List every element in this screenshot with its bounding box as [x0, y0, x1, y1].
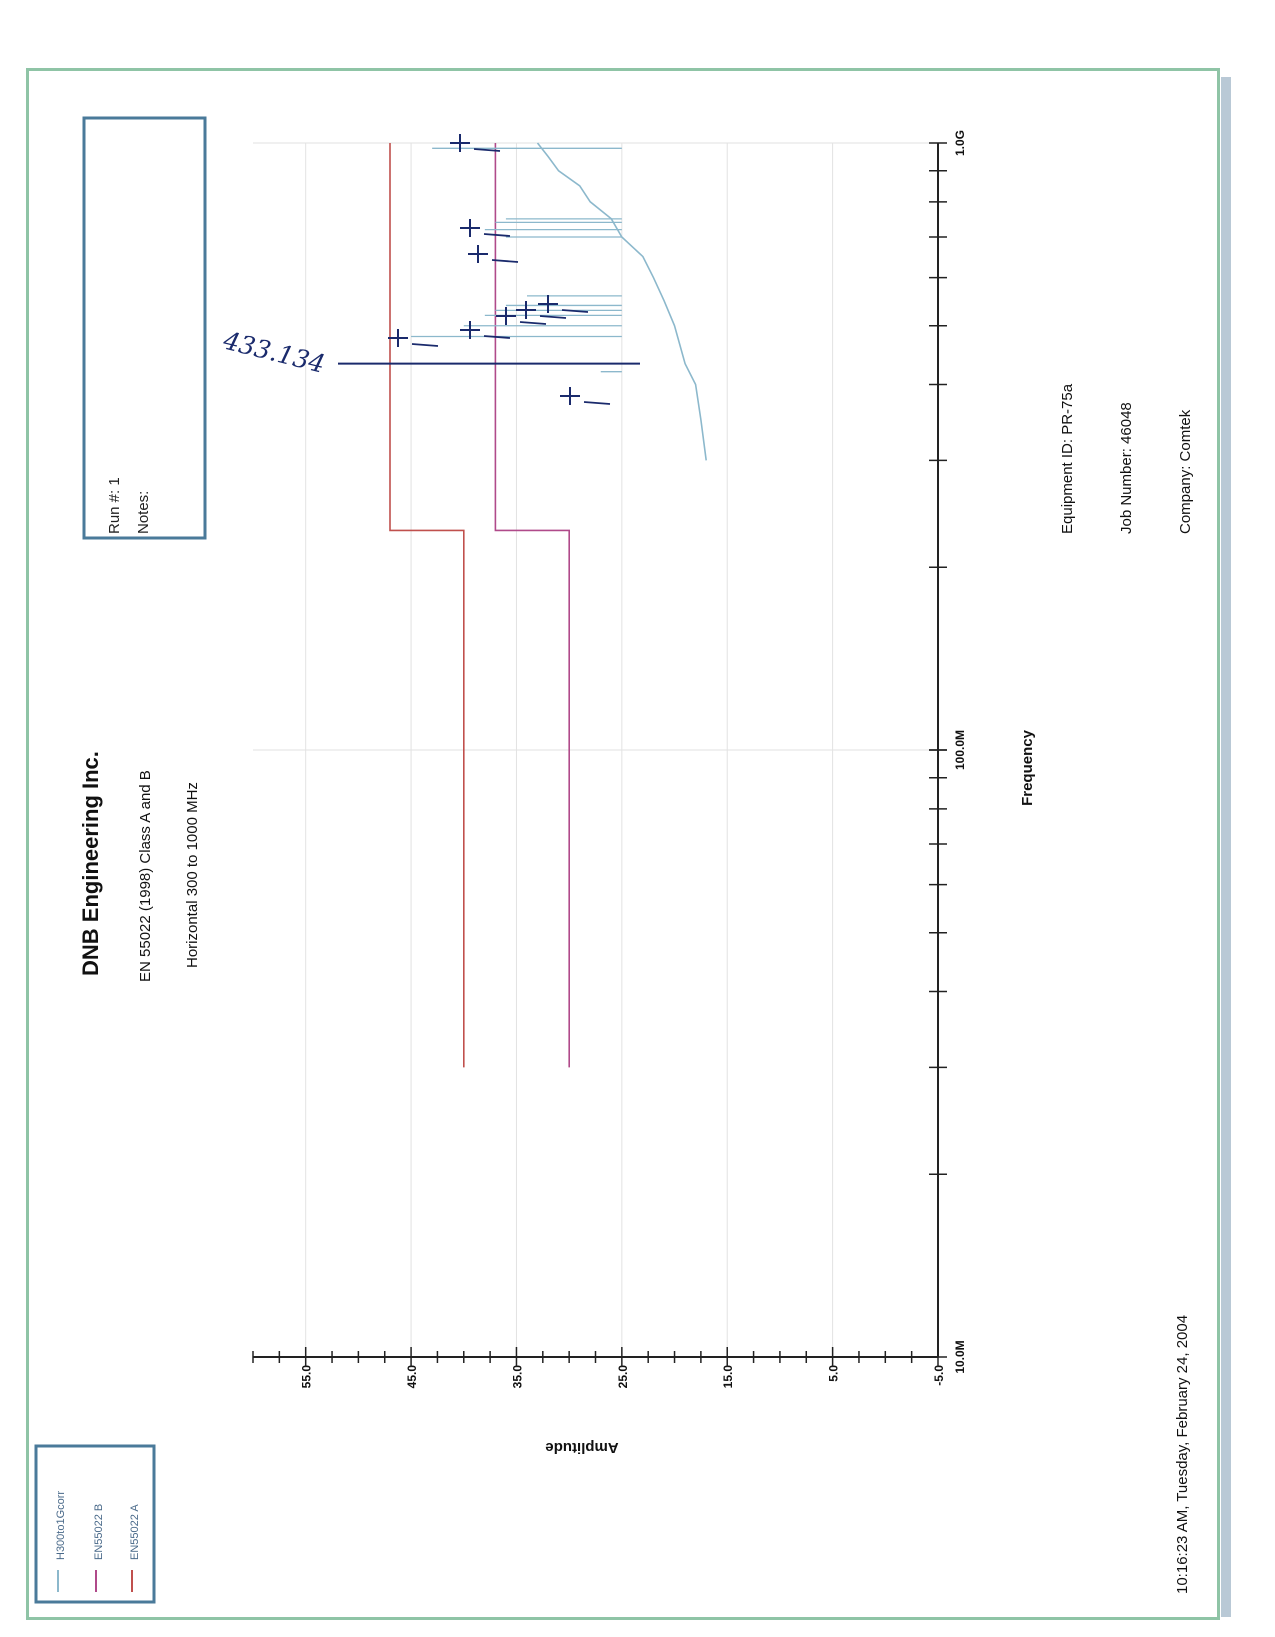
frequency-tick-label: 100.0M [953, 729, 967, 771]
handwritten-frequency: 433.134 [220, 325, 328, 379]
amplitude-tick-label: 15.0 [721, 1365, 736, 1389]
ink-cross-mark [450, 134, 470, 152]
legend-entry: EN55022 B [93, 1503, 105, 1560]
company-name: Company: Comtek [1177, 409, 1194, 534]
legend-entry: H300to1Gcorr [55, 1490, 67, 1560]
ink-dash-mark [520, 322, 546, 324]
ink-cross-mark [388, 329, 408, 347]
ink-cross-mark [496, 307, 516, 325]
ink-dash-mark [484, 234, 510, 236]
ink-cross-mark [516, 301, 536, 319]
notes-label: Notes: [135, 490, 152, 534]
equipment-id: Equipment ID: PR-75a [1059, 383, 1076, 534]
company-title: DNB Engineering Inc. [78, 751, 103, 976]
ink-cross-mark [560, 387, 580, 405]
run-number: Run #: 1 [106, 477, 123, 534]
description-title: Horizontal 300 to 1000 MHz [184, 782, 201, 968]
amplitude-tick-label: 25.0 [615, 1365, 630, 1389]
series-en55022-a-line [390, 143, 464, 1067]
legend-entry: EN55022 A [129, 1504, 141, 1560]
x-axis-title: Frequency [1019, 730, 1036, 806]
series-en55022-b-line [495, 143, 569, 1067]
job-number: Job Number: 46048 [1118, 402, 1135, 534]
frequency-tick-label: 1.0G [953, 129, 967, 157]
handwritten-annotations [220, 134, 640, 405]
ink-cross-mark [460, 219, 480, 237]
axes [253, 130, 967, 1388]
legend [36, 1446, 154, 1602]
frequency-tick-label: 10.0M [953, 1340, 967, 1374]
series [390, 143, 706, 1067]
run-notes-box [84, 118, 205, 538]
ink-dash-mark [412, 344, 438, 346]
ink-cross-mark [468, 245, 488, 263]
ink-dash-mark [540, 316, 566, 318]
amplitude-tick-label: 45.0 [405, 1365, 420, 1389]
ink-dash-mark [584, 402, 610, 404]
amplitude-tick-label: -5.0 [932, 1365, 946, 1386]
amplitude-tick-label: 5.0 [826, 1365, 841, 1382]
timestamp: 10:16:23 AM, Tuesday, February 24, 2004 [1174, 1314, 1191, 1594]
standard-title: EN 55022 (1998) Class A and B [137, 770, 154, 982]
amplitude-tick-label: 35.0 [510, 1365, 525, 1389]
y-axis-title: Amplitude [545, 1439, 619, 1456]
amplitude-tick-label: 55.0 [299, 1365, 314, 1389]
